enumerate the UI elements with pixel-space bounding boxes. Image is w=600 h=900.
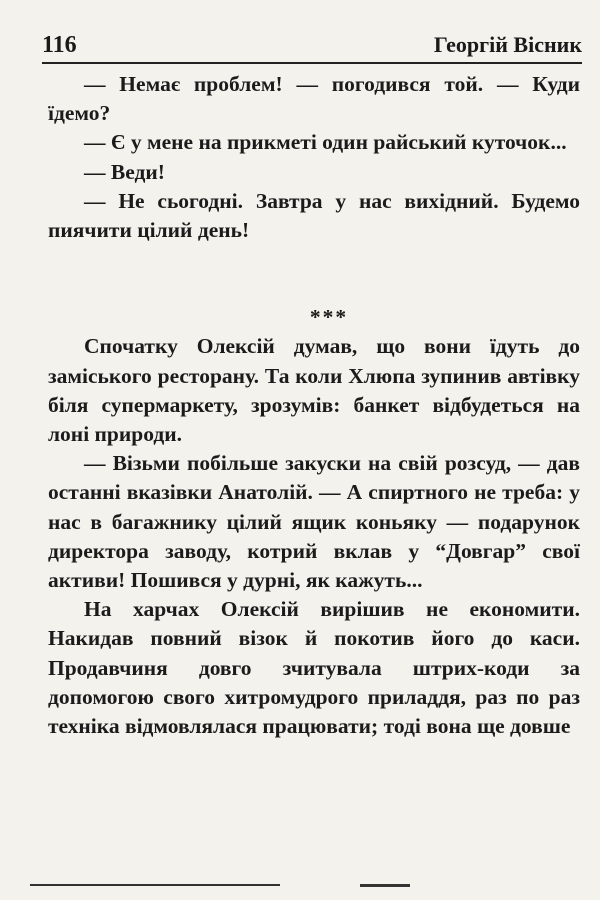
paragraph: — Візьми побільше закуски на свій розсуд, — дав останні вказівки Анатолій. — А спиртного не треба: у нас в багажнику цілий ящик коньяку — подарунок директора заводу, котрий вклав у “Довгар” свої активи! Пошився у дурні, як кажуть...	[48, 451, 580, 593]
page-number: 116	[42, 32, 77, 58]
dialogue-line: — Немає проблем! — погодився той. — Куди їдемо?	[48, 72, 580, 126]
body-text	[48, 70, 580, 741]
dialogue-line: — Веди!	[84, 159, 165, 184]
section-gap	[48, 245, 580, 303]
bottom-rule	[360, 884, 410, 887]
header-rule	[42, 62, 582, 64]
bottom-rule	[30, 884, 280, 886]
running-head: Георгій Вісник	[433, 32, 582, 57]
dialogue-line: — Не сьогодні. Завтра у нас вихідний. Будемо пиячити цілий день!	[48, 188, 580, 243]
page-header	[42, 32, 582, 62]
dialogue-line: — Є у мене на прикметі один райський куточок...	[84, 130, 567, 155]
paragraph: Спочатку Олексій думав, що вони їдуть до заміського ресторану. Та коли Хлюпа зупинив автівку біля супермаркету, зрозумів: банкет відбудеться на лоні природи.	[48, 334, 580, 447]
section-separator: ***	[309, 305, 349, 330]
paragraph: На харчах Олексій вирішив не економити. Накидав повний візок й покотив його до каси. Продавчиня довго зчитувала штрих-коди за допомогою свого хитромудрого приладдя, раз по раз техніка відмовлялася працювати; тоді вона ще довше	[48, 597, 580, 739]
